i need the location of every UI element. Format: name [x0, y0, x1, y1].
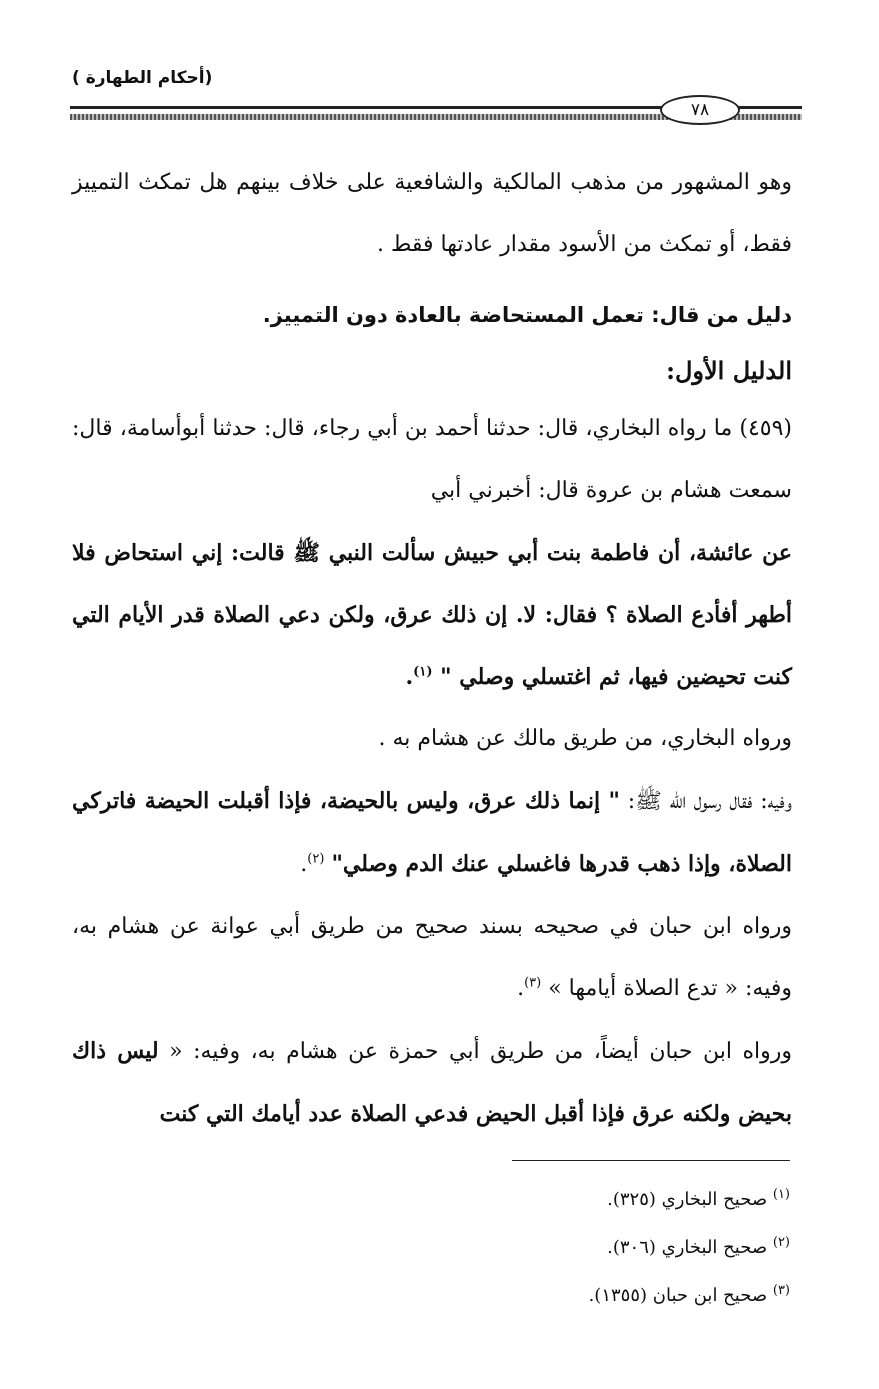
section-heading: دليل من قال: تعمل المستحاضة بالعادة دون التمييز. [262, 303, 792, 327]
paragraph-6-text: ورواه ابن حبان في صحيحه بسند صحيح من طريق أبي عوانة عن هشام به، وفيه: « تدع الصلاة أيامها » [72, 914, 793, 1001]
footnote-ref-1: (١) [413, 664, 433, 680]
footnote-ref-3: (٣) [524, 975, 542, 991]
footnote-text: صحيح ابن حبان (١٣٥٥). [588, 1285, 768, 1306]
paragraph-2: (٤٥٩) ما رواه البخاري، قال: حدثنا أحمد بن أبي رجاء، قال: حدثنا أبوأسامة، قال: سمعت هشام بن عروة قال: أخبرني أبي [72, 416, 792, 503]
header-rule-right [730, 106, 802, 109]
section-subheading: الدليل الأول: [666, 356, 792, 385]
paragraph-7 [72, 1020, 792, 1146]
paragraph-end: . [300, 852, 308, 877]
footnote-number: (١) [772, 1187, 790, 1202]
header-rule [70, 106, 670, 109]
paragraph-6 [72, 896, 792, 1020]
paragraph-5-lead: وفيه: فقال رسول الله ﷺ: [620, 789, 792, 814]
page-header [70, 62, 802, 132]
paragraph-7-lead: ورواه ابن حبان أيضاً، من طريق أبي حمزة عن هشام به، وفيه: « [158, 1039, 792, 1064]
footnote-3 [400, 1272, 790, 1320]
footnote-separator [512, 1160, 790, 1161]
header-rule-dotted [70, 114, 670, 120]
main-text [72, 152, 792, 1146]
footnote-number: (٢) [772, 1235, 790, 1250]
footnote-2 [400, 1224, 790, 1272]
running-title: (أحكام الطهارة ) [72, 68, 213, 88]
paragraph-end: . [405, 664, 414, 690]
footnote-text: صحيح البخاري (٣٠٦). [607, 1237, 768, 1258]
footnote-ref-2: (٢) [307, 851, 325, 867]
paragraph-5 [72, 770, 792, 896]
footnote-number: (٣) [772, 1283, 790, 1298]
paragraph-3 [72, 522, 792, 708]
footnote-1 [400, 1176, 790, 1224]
page-number: ٧٨ [660, 95, 740, 125]
hadith-text: عن عائشة، أن فاطمة بنت أبي حبيش سألت النبي ﷺ قالت: إني استحاض فلا أطهر أفأدع الصلاة ؟ فقال: لا. إن ذلك عرق، ولكن دعي الصلاة قدر الأيام التي كنت تحيضين فيها، ثم اغتسلي وصلي " [72, 540, 792, 690]
footnotes [400, 1176, 790, 1320]
header-rule-right-dotted [730, 114, 802, 120]
paragraph-end: . [517, 976, 525, 1001]
hadith-quote: ليس ذاك بحيض ولكنه عرق فإذا أقبل الحيض فدعي الصلاة عدد أيامك التي كنت [72, 1038, 792, 1127]
hadith-quote: " إنما ذلك عرق، وليس بالحيضة، فإذا أقبلت الحيضة فاتركي الصلاة، وإذا ذهب قدرها فاغسلي عنك الدم وصلي" [72, 788, 792, 877]
paragraph-4: ورواه البخاري، من طريق مالك عن هشام به . [378, 726, 792, 751]
footnote-text: صحيح البخاري (٣٢٥). [607, 1189, 768, 1210]
paragraph-1: وهو المشهور من مذهب المالكية والشافعية على خلاف بينهم هل تمكث التمييز فقط، أو تمكث من الأسود مقدار عادتها فقط . [72, 170, 792, 257]
